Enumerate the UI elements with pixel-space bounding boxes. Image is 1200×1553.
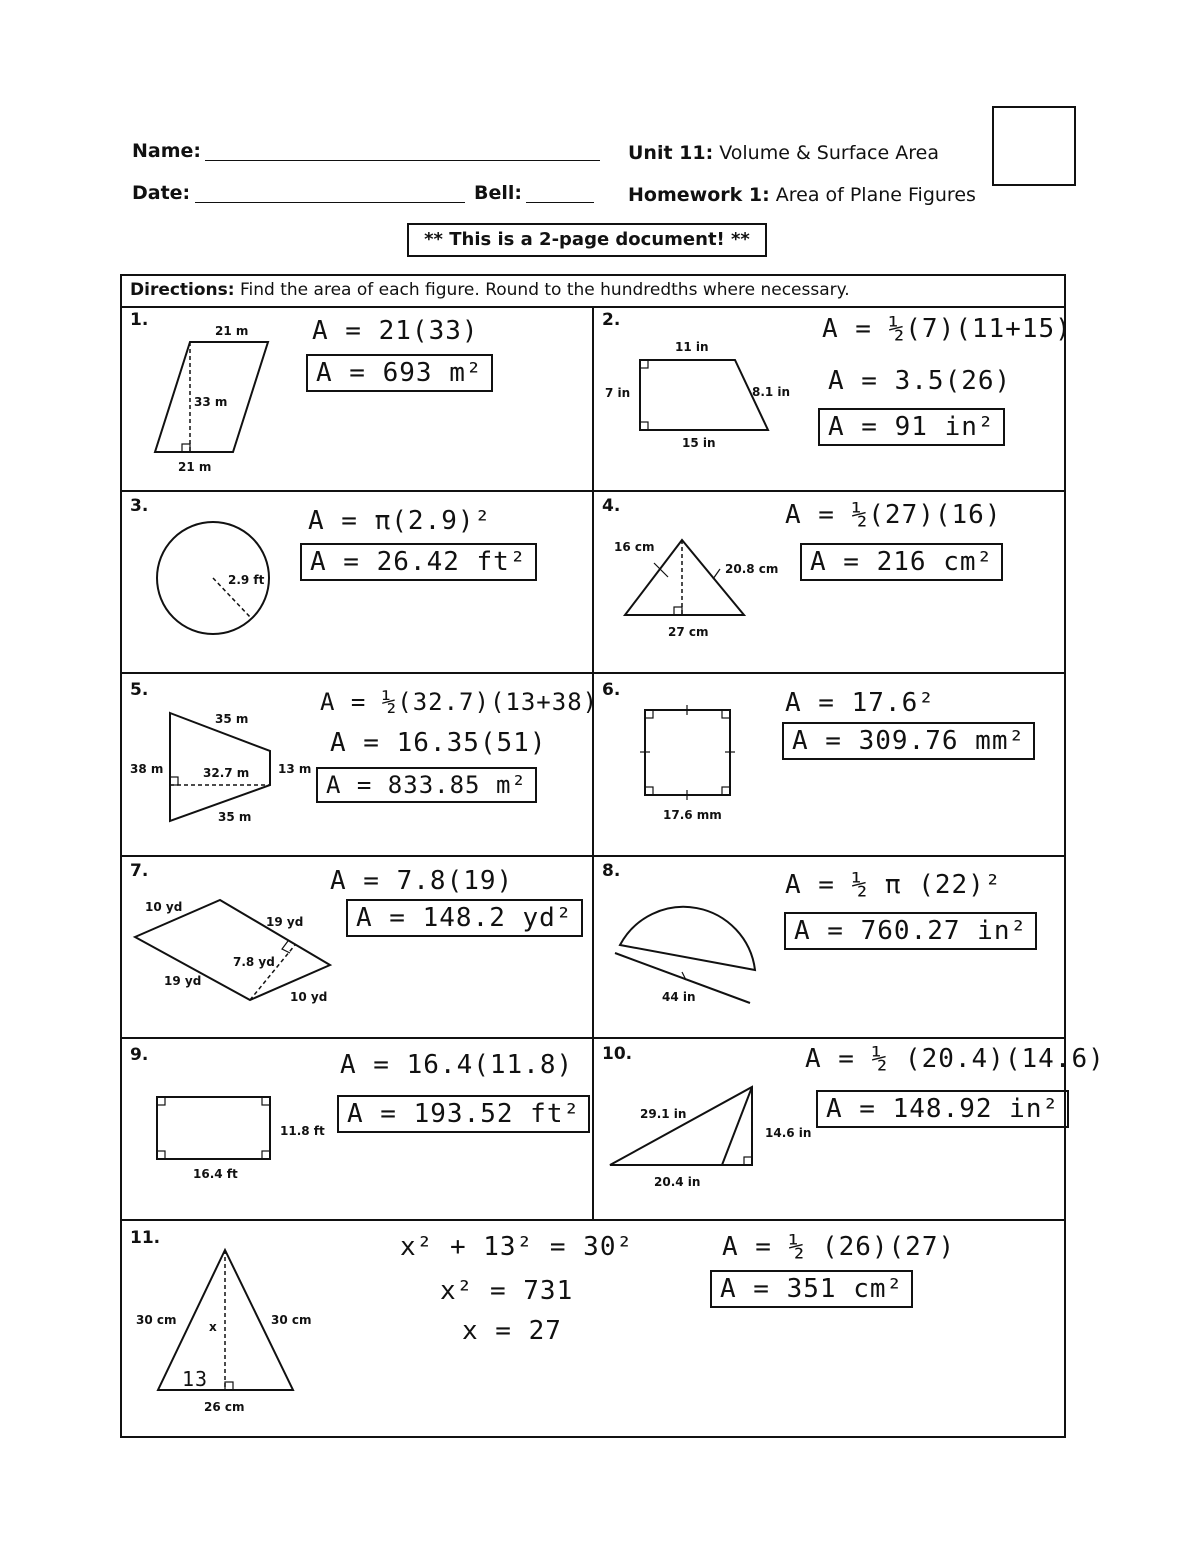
dimension-label: 8.1 in — [752, 385, 791, 399]
dimension-label: 19 yd — [164, 974, 202, 988]
column-divider — [592, 306, 594, 1219]
square-figure — [640, 705, 740, 800]
dimension-label: 21 m — [215, 324, 249, 338]
rectangle-figure — [152, 1092, 277, 1164]
answer-box: A = 148.2 yd² — [346, 899, 583, 937]
dimension-label: 21 m — [178, 460, 212, 474]
semicircle-figure — [610, 890, 760, 1005]
work-line: A = ½ π (22)² — [785, 870, 1002, 900]
homework-title: Area of Plane Figures — [775, 184, 976, 206]
dimension-label: 20.8 cm — [725, 562, 779, 576]
answer-box: A = 693 m² — [306, 354, 493, 392]
work-line: A = 21(33) — [312, 316, 479, 346]
problem-number: 5. — [130, 680, 149, 700]
answer-box: A = 351 cm² — [710, 1270, 913, 1308]
unit-heading — [628, 142, 939, 164]
answer-box: A = 26.42 ft² — [300, 543, 537, 581]
answer-box: A = 193.52 ft² — [337, 1095, 590, 1133]
dimension-label: 38 m — [130, 762, 164, 776]
dimension-label: 35 m — [215, 712, 249, 726]
unit-label: Unit 11: — [628, 142, 714, 164]
dimension-label: 33 m — [194, 395, 228, 409]
work-line: A = 16.35(51) — [330, 728, 547, 758]
score-box — [992, 106, 1076, 186]
answer-box: A = 760.27 in² — [784, 912, 1037, 950]
dimension-label: 19 yd — [266, 915, 304, 929]
name-label: Name: — [132, 140, 202, 162]
dimension-label: 10 yd — [145, 900, 183, 914]
problem-number: 1. — [130, 310, 149, 330]
work-line: A = ½(7)(11+15) — [822, 314, 1072, 344]
work-line: x² + 13² = 30² — [400, 1232, 634, 1262]
answer-box: A = 91 in² — [818, 408, 1005, 446]
problem-number: 7. — [130, 861, 149, 881]
problem-number: 9. — [130, 1045, 149, 1065]
directions — [130, 280, 850, 300]
dimension-label: 27 cm — [668, 625, 709, 639]
work-line: A = ½ (26)(27) — [722, 1232, 956, 1262]
work-line: x² = 731 — [440, 1276, 574, 1306]
name-line[interactable] — [205, 160, 600, 161]
dimension-label: 11.8 ft — [280, 1124, 325, 1138]
problem-number: 6. — [602, 680, 621, 700]
problem-number: 10. — [602, 1044, 633, 1064]
dimension-label: 10 yd — [290, 990, 328, 1004]
date-line[interactable] — [195, 202, 465, 203]
dimension-label: 15 in — [682, 436, 716, 450]
work-line: A = 17.6² — [785, 688, 935, 718]
dimension-label: 26 cm — [204, 1400, 245, 1414]
work-line: x = 27 — [462, 1316, 562, 1346]
dimension-label: 20.4 in — [654, 1175, 701, 1189]
dimension-label: x — [209, 1320, 217, 1334]
work-line: A = π(2.9)² — [308, 506, 492, 536]
dimension-label: 35 m — [218, 810, 252, 824]
answer-box: A = 148.92 in² — [816, 1090, 1069, 1128]
homework-heading — [628, 184, 976, 206]
dimension-label: 13 m — [278, 762, 312, 776]
answer-box: A = 833.85 m² — [316, 767, 537, 803]
problem-number: 8. — [602, 861, 621, 881]
dimension-label: 11 in — [675, 340, 709, 354]
directions-label: Directions: — [130, 280, 235, 300]
dimension-label: 32.7 m — [203, 766, 250, 780]
dimension-label: 7.8 yd — [233, 955, 275, 969]
problem-number: 4. — [602, 496, 621, 516]
work-line: A = 16.4(11.8) — [340, 1050, 574, 1080]
date-label: Date: — [132, 182, 191, 204]
directions-text: Find the area of each figure. Round to the hundredths where necessary. — [240, 280, 850, 300]
dimension-label: 30 cm — [271, 1313, 312, 1327]
problem-number: 2. — [602, 310, 621, 330]
divider — [120, 1219, 1066, 1221]
dimension-label: 7 in — [605, 386, 631, 400]
work-line: A = 7.8(19) — [330, 866, 514, 896]
problem-number: 3. — [130, 496, 149, 516]
dimension-label: 14.6 in — [765, 1126, 812, 1140]
work-line: A = 3.5(26) — [828, 366, 1012, 396]
dimension-label: 30 cm — [136, 1313, 177, 1327]
work-line: A = ½ (20.4)(14.6) — [805, 1044, 1105, 1074]
answer-box: A = 309.76 mm² — [782, 722, 1035, 760]
dimension-label: 2.9 ft — [228, 573, 265, 587]
unit-title: Volume & Surface Area — [719, 142, 939, 164]
problem-number: 11. — [130, 1228, 161, 1248]
triangle-figure — [605, 1082, 760, 1170]
dimension-label: 13 — [182, 1367, 209, 1391]
two-page-notice: ** This is a 2-page document! ** — [407, 223, 767, 257]
dimension-label: 29.1 in — [640, 1107, 687, 1121]
work-line: A = ½(32.7)(13+38) — [320, 688, 599, 716]
bell-label: Bell: — [474, 182, 522, 204]
work-line: A = ½(27)(16) — [785, 500, 1002, 530]
dimension-label: 17.6 mm — [663, 808, 722, 822]
dimension-label: 16 cm — [614, 540, 655, 554]
dimension-label: 16.4 ft — [193, 1167, 238, 1181]
dimension-label: 44 in — [662, 990, 696, 1004]
answer-box: A = 216 cm² — [800, 543, 1003, 581]
homework-label: Homework 1: — [628, 184, 770, 206]
bell-line[interactable] — [526, 202, 594, 203]
